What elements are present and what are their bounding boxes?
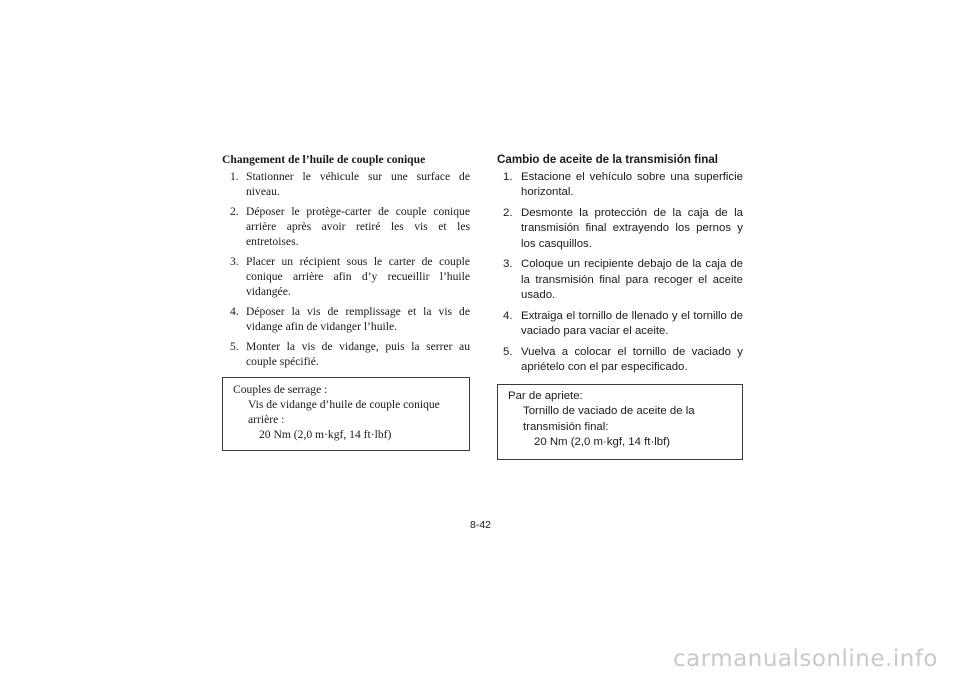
step-text: Extraiga el tornillo de llenado y el tornillo de vaciado para vaciar el aceite.: [521, 309, 743, 337]
french-heading: Changement de l’huile de couple conique: [222, 153, 426, 166]
spanish-spec-value: 20 Nm (2,0 m·kgf, 14 ft·lbf): [534, 436, 671, 448]
step-number: 5.: [230, 340, 239, 353]
french-step-4: [222, 304, 470, 334]
french-spec-value: 20 Nm (2,0 m·kgf, 14 ft·lbf): [259, 428, 392, 441]
spanish-column: [497, 152, 743, 460]
step-number: 5.: [503, 345, 513, 358]
spanish-step-1: [497, 170, 743, 201]
step-text: Desmonte la protección de la caja de la transmisión final extrayendo los pernos y los casquillos.: [521, 206, 743, 250]
step-number: 3.: [230, 255, 239, 268]
step-number: 1.: [503, 170, 513, 183]
french-step-3: [222, 254, 470, 299]
spanish-step-4: [497, 309, 743, 340]
step-number: 2.: [503, 206, 513, 219]
step-text: Déposer le protège-carter de couple conique arrière après avoir retiré les vis et les entretoises.: [246, 205, 470, 248]
step-number: 1.: [230, 170, 239, 183]
step-text: Stationner le véhicule sur une surface de niveau.: [246, 170, 470, 198]
spanish-step-5: [497, 345, 743, 376]
french-step-5: [222, 339, 470, 369]
step-text: Monter la vis de vidange, puis la serrer au couple spécifié.: [246, 340, 470, 368]
spanish-heading: Cambio de aceite de la transmisión final: [497, 153, 718, 166]
step-text: Vuelva a colocar el tornillo de vaciado y apriételo con el par especificado.: [521, 345, 743, 373]
spanish-spec-title: Par de apriete:: [508, 389, 583, 402]
step-text: Estacione el vehículo sobre una superficie horizontal.: [521, 170, 743, 198]
step-text: Coloque un recipiente debajo de la caja de la transmisión final para recoger el aceite usado.: [521, 258, 743, 301]
french-step-1: [222, 169, 470, 199]
spanish-step-3: [497, 257, 743, 304]
french-spec-item: Vis de vidange d’huile de couple conique arrière :: [248, 398, 440, 426]
french-column: [222, 152, 470, 451]
french-steps: [222, 169, 470, 369]
french-step-2: [222, 204, 470, 249]
spanish-torque-spec-box: [497, 384, 743, 460]
step-text: Placer un récipient sous le carter de couple conique arrière afin d’y recueillir l’huile vidangée.: [246, 255, 470, 298]
spanish-spec-item: Tornillo de vaciado de aceite de la transmisión final:: [523, 405, 695, 433]
spanish-steps: [497, 170, 743, 376]
step-number: 2.: [230, 205, 239, 218]
step-number: 4.: [230, 305, 239, 318]
spanish-step-2: [497, 206, 743, 253]
step-number: 4.: [503, 309, 513, 322]
page-number: 8-42: [470, 519, 492, 531]
step-text: Déposer la vis de remplissage et la vis de vidange afin de vidanger l’huile.: [246, 305, 470, 333]
step-number: 3.: [503, 258, 513, 270]
french-spec-title: Couples de serrage :: [233, 383, 328, 396]
watermark-text: carmanualsonline.info: [672, 646, 938, 672]
french-torque-spec-box: [222, 377, 470, 451]
